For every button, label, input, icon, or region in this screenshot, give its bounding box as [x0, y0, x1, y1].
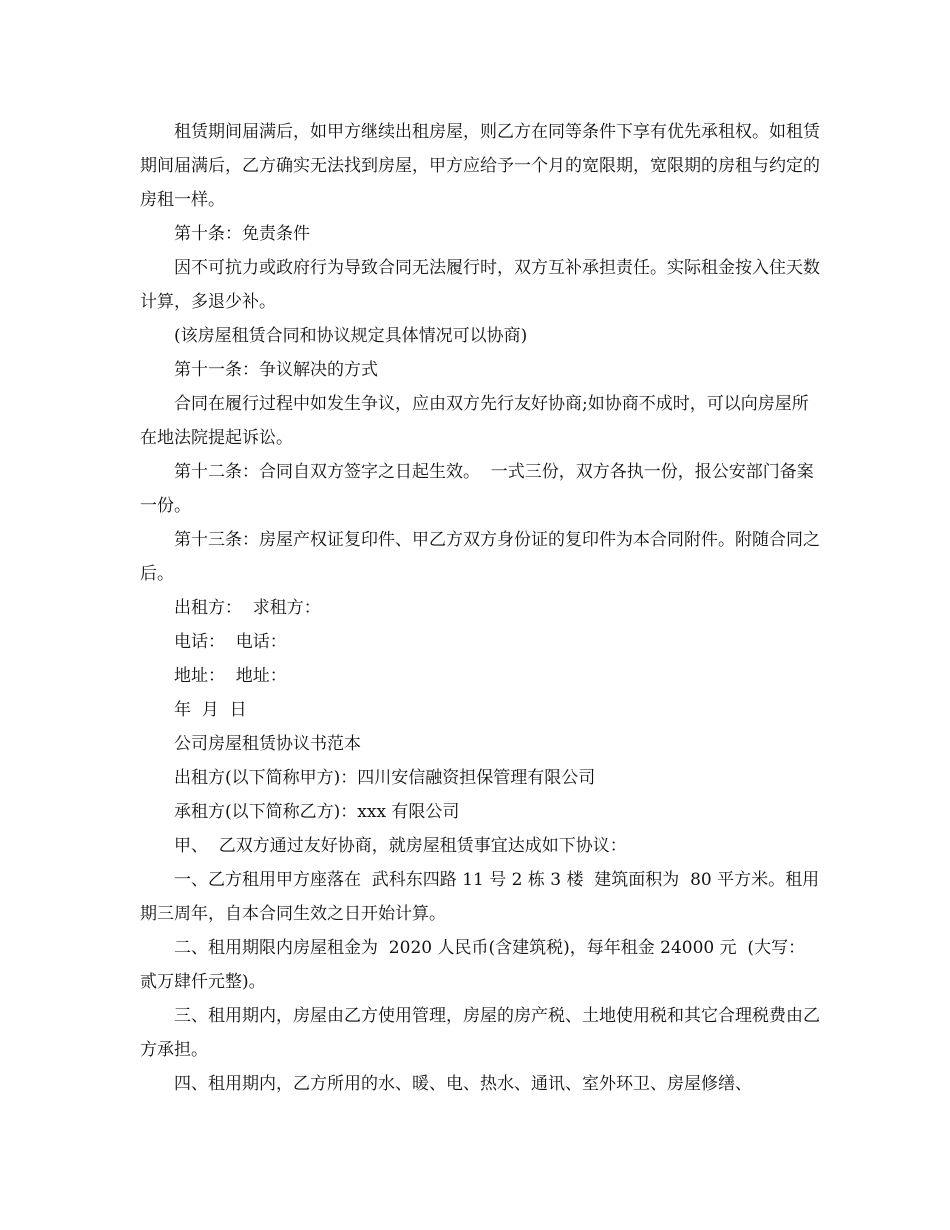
- clause-1: 一、乙方租用甲方座落在 武科东四路 11 号 2 栋 3 楼 建筑面积为 80 平方米。租用期三周年，自本合同生效之日开始计算。: [140, 870, 820, 924]
- agreement-intro: 甲、 乙双方通过友好协商，就房屋租赁事宜达成如下协议：: [174, 836, 627, 856]
- paragraph-force-majeure: 因不可抗力或政府行为导致合同无法履行时，双方互补承担责任。实际租金按入住天数计算，多退少补。: [140, 258, 820, 312]
- signature-phone-line: 电话： 电话：: [174, 632, 287, 652]
- signature-address-line: 地址： 地址：: [174, 666, 287, 686]
- agreement-title: 公司房屋租赁协议书范本: [174, 734, 361, 754]
- article-11-heading: 第十一条：争议解决的方式: [174, 360, 378, 380]
- clause-2: 二、租用期限内房屋租金为 2020 人民币(含建筑税)，每年租金 24000 元 (大写：贰万肆仟元整)。: [140, 938, 806, 992]
- paragraph-negotiation-note: (该房屋租赁合同和协议规定具体情况可以协商): [174, 326, 528, 346]
- article-10-heading: 第十条：免责条件: [174, 224, 310, 244]
- clause-4: 四、租用期内，乙方所用的水、暖、电、热水、通讯、室外环卫、房屋修缮、: [174, 1074, 752, 1094]
- paragraph-dispute-resolution: 合同在履行过程中如发生争议，应由双方先行友好协商;如协商不成时，可以向房屋所在地法院提起诉讼。: [140, 394, 809, 448]
- article-13: 第十三条：房屋产权证复印件、甲乙方双方身份证的复印件为本合同附件。附随合同之后。: [140, 530, 820, 584]
- signature-parties-line: 出租方： 求租方：: [174, 598, 321, 618]
- signature-date-line: 年 月 日: [174, 700, 247, 720]
- paragraph-lease-expiry: 租赁期间届满后，如甲方继续出租房屋，则乙方在同等条件下享有优先承租权。如租赁期间届满后，乙方确实无法找到房屋，甲方应给予一个月的宽限期，宽限期的房租与约定的房租一样。: [140, 122, 820, 210]
- lessor-line: 出租方(以下简称甲方)：四川安信融资担保管理有限公司: [174, 768, 596, 788]
- article-12: 第十二条：合同自双方签字之日起生效。 一式三份，双方各执一份，报公安部门备案一份。: [140, 462, 814, 516]
- document-body: [140, 115, 820, 1101]
- lessee-line: 承租方(以下简称乙方)：xxx 有限公司: [174, 802, 460, 822]
- clause-3: 三、租用期内，房屋由乙方使用管理，房屋的房产税、土地使用税和其它合理税费由乙方承担。: [140, 1006, 820, 1060]
